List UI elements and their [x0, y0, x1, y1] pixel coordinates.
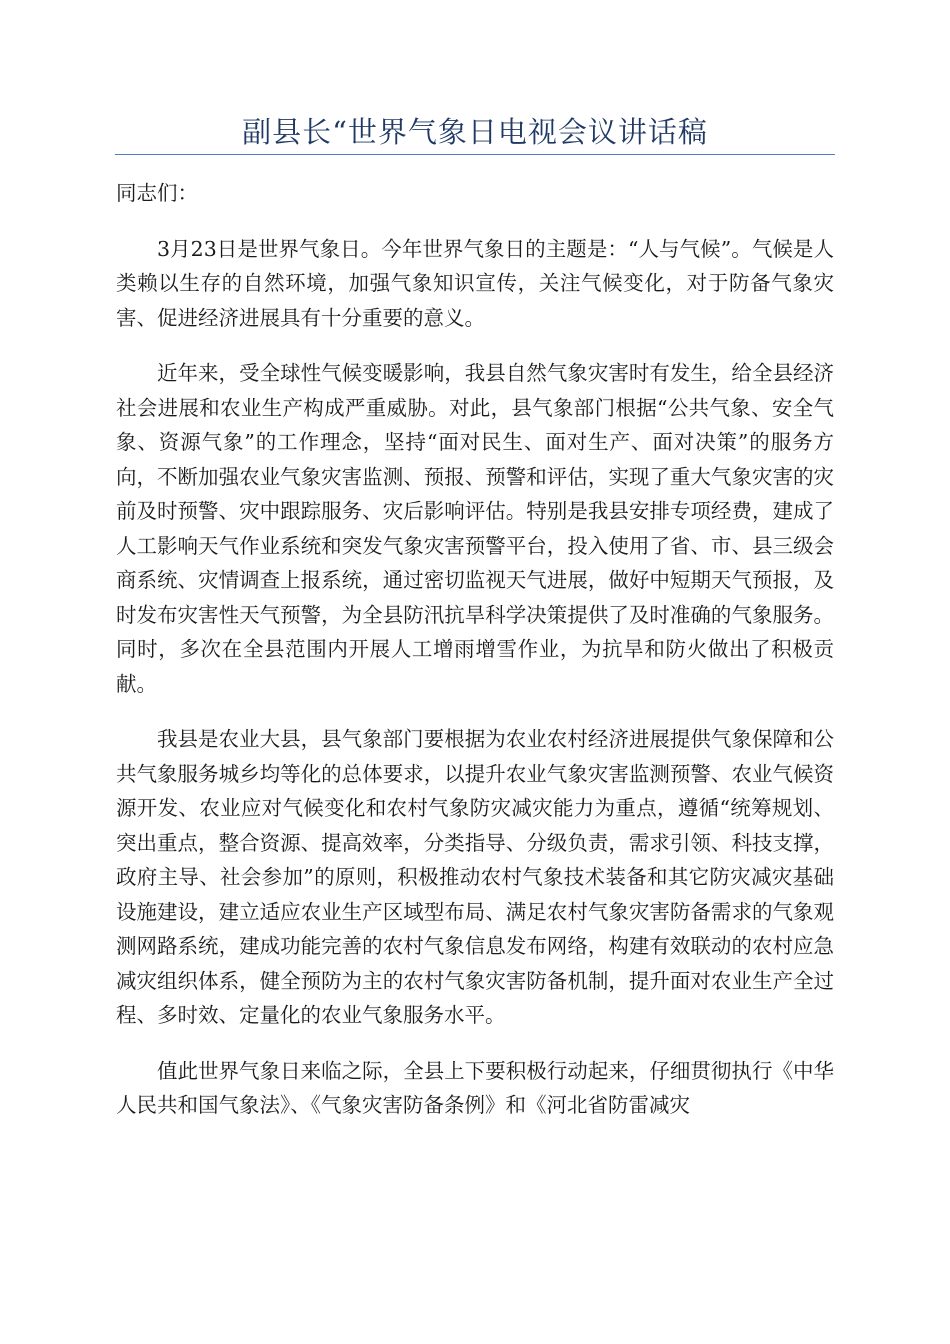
salutation: 同志们：	[116, 181, 198, 205]
paragraph-2: 近年来，受全球性气候变暖影响，我县自然气象灾害时有发生，给全县经济社会进展和农业生产构成严重威胁。对此，县气象部门根据“公共气象、安全气象、资源气象”的工作理念，坚持“面对民生、面对生产、面对决策”的服务方向，不断加强农业气象灾害监测、预报、预警和评估，实现了重大气象灾害的灾前及时预警、灾中跟踪服务、灾后影响评估。特别是我县安排专项经费，建成了人工影响天气作业系统和突发气象灾害预警平台，投入使用了省、市、县三级会商系统、灾情调查上报系统，通过密切监视天气进展，做好中短期天气预报，及时发布灾害性天气预警，为全县防汛抗旱科学决策提供了及时准确的气象服务。同时，多次在全县范围内开展人工增雨增雪作业，为抗旱和防火做出了积极贡献。	[116, 361, 834, 696]
paragraph-3: 我县是农业大县，县气象部门要根据为农业农村经济进展提供气象保障和公共气象服务城乡均等化的总体要求，以提升农业气象灾害监测预警、农业气候资源开发、农业应对气候变化和农村气象防灾减灾能力为重点，遵循“统筹规划、突出重点，整合资源、提高效率，分类指导、分级负责，需求引领、科技支撑，政府主导、社会参加”的原则，积极推动农村气象技术装备和其它防灾减灾基础设施建设，建立适应农业生产区域型布局、满足农村气象灾害防备需求的气象观测网路系统，建成功能完善的农村气象信息发布网络，构建有效联动的农村应急减灾组织体系，健全预防为主的农村气象灾害防备机制，提升面对农业生产全过程、多时效、定量化的农业气象服务水平。	[116, 727, 834, 1027]
paragraph-4: 值此世界气象日来临之际，全县上下要积极行动起来，仔细贯彻执行《中华人民共和国气象法》、《气象灾害防备条例》和《河北省防雷减灾	[116, 1058, 834, 1117]
document-title: 副县长“世界气象日电视会议讲话稿	[242, 115, 708, 149]
title-underline	[115, 154, 835, 155]
document-body	[116, 176, 834, 1144]
paragraph-1: 3月23日是世界气象日。今年世界气象日的主题是：“人与气候”。气候是人类赖以生存的自然环境，加强气象知识宣传，关注气候变化，对于防备气象灾害、促进经济进展具有十分重要的意义。	[116, 236, 834, 330]
